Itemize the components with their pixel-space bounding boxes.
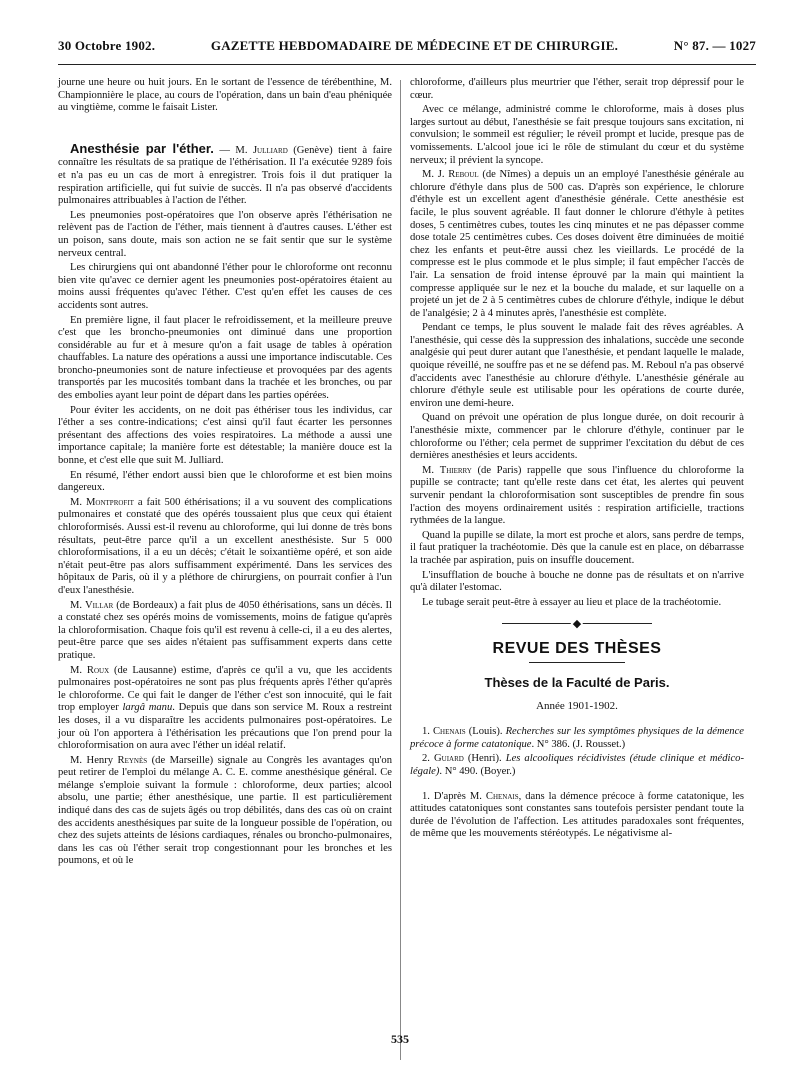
paragraph: chloroforme, d'ailleurs plus meurtrier que l'éther, serait trop dépressif pour le cœur. — [410, 77, 744, 101]
author-name: Reboul — [448, 169, 479, 181]
paragraph: M. Thierry (de Paris) rappelle que sous l'influence du chloroforme la pupille se contracte; tant qu'elle reste dans cet état, les alertes qui peuvent survenir pendant la chloroformisation sont susceptibles de prendre fin sous l'action des moyens ordinairement usités : respiration artificielle, tractions rythmées de la langue. — [410, 464, 745, 527]
paragraph: En résumé, l'éther endort aussi bien que le chloroforme et est bien moins dangereux. — [58, 469, 392, 494]
header-issue-page: N° 87. — 1027 — [673, 38, 756, 53]
paragraph: Quand la pupille se dilate, la mort est proche et alors, sans perdre de temps, il faut pratiquer la trachéotomie. Dès que la canule est en place, on débarrasse la trachée par aspiration, puis on insuffle doucement. — [410, 529, 744, 566]
author-name: Chenais — [432, 726, 466, 738]
paragraph: M. Roux (de Lausanne) estime, d'après ce qu'il a vu, que les accidents pulmonaires post-opératoires ne sont pas plus fréquents après l'éther qu'après le chloroforme. Ce qui fait le danger de l'éther c'est son innocuité, qui le fait trop employer largâ manu. Depuis que dans son service M. Roux a restreint les doses, il a vu disparaître les accidents pulmonaires post-opératoires. Le jour où l'on apportera à l'éthérisation les précautions que l'on prend pour la chloroformisation on aura avec l'éther un idéal relatif. — [58, 664, 392, 752]
paragraph: L'insufflation de bouche à bouche ne donne pas de résultats et on n'arrive qu'à dilater l'estomac. — [410, 569, 744, 594]
header-date: 30 Octobre 1902. — [58, 38, 156, 53]
paragraph: M. Montprofit a fait 500 éthérisations; il a vu souvent des complications pulmonaires et constaté que des opérés toussaient plus que ceux qui étaient chloroformisés. Aussi est-il revenu au chloroforme, qui lui donne de très bons résultats, peut-être parce qu'il a un excellent anesthésiste. Sur 5 000 chloroformisations, il a eu un décès; c'était le soixantième opéré, et son aide n'était peut-être pas alors suffisamment expérimenté. Dans les services des hôpitaux de Paris, où il y a pléthore de chirurgiens, on pourrait confier à l'un d'eux l'anesthésie. — [58, 496, 393, 596]
paragraph: Quand on prévoit une opération de plus longue durée, on doit recourir à l'anesthésie mixte, commencer par le chlorure d'éthyle, continuer par le chloroforme ou l'éther; cela permet de supprimer l'excitation du début de ces dernières anesthésies et leurs accidents. — [410, 412, 744, 462]
paragraph: 1. D'après M. Chenais, dans la démence précoce à forme catatonique, les attitudes catatoniques sont constantes sans toutefois persister pendant toute la durée de l'évolution de l'affection. Les attitudes paradoxales sont fréquentes, de même que les mouvements stéréotypés. Le négativisme al- — [410, 790, 744, 840]
latin-phrase: largâ manu — [122, 702, 173, 714]
thesis-title: Recherches sur les symptômes physiques de la démence précoce à forme catatonique — [410, 726, 744, 750]
header-journal-title: GAZETTE HEBDOMADAIRE DE MÉDECINE ET DE CHIRURGIE. — [210, 38, 619, 53]
paragraph: Pour éviter les accidents, on ne doit pas éthériser tous les individus, car l'éther a ses contre-indications; c'est ainsi qu'il faut écarter les personnes présentant des affections des voies respiratoires. La méthode a aussi une importance capitale; la manière forte est détestable; la manière douce est la bonne, et c'est elle que suit M. Julliard. — [58, 404, 392, 467]
section-title: Anesthésie par l'éther. — [70, 140, 214, 156]
paragraph: Les chirurgiens qui ont abandonné l'éther pour le chloroforme ont reconnu bien vite qu'avec ce dernier agent les pneumonies post-opératoires étaient au moins aussi fréquentes qu'avec l'éther. C'est qu'en effet les causes de ces accidents sont autres. — [58, 262, 392, 311]
theses-title: Thèses de la Faculté de Paris. — [484, 674, 670, 690]
author-name: Villar — [85, 599, 114, 611]
author-name: Chenais — [485, 790, 519, 802]
author-name: Julliard — [252, 144, 288, 156]
revue-rule — [529, 662, 625, 663]
paragraph: En première ligne, il faut placer le refroidissement, et la meilleure preuve c'est que les broncho-pneumonies ont diminué dans une proportion considérable au fur et à mesure qu'on a fait usage de tables à opération chauffables. La nature des opérations a aussi une importance indiscutable. Ces broncho-pneumonies sont de nature infectieuse et provoquées par des agents transportés par les mucosités tombant dans la trachée et les bronches, ou par des embolies ayant leur point de départ dans les parties opérées. — [58, 314, 392, 402]
paragraph: M. Villar (de Bordeaux) a fait plus de 4050 éthérisations, sans un décès. Il a constaté chez ses opérés moins de vomissements, moins de fatigue qu'après la chloroformisation. Chaque fois qu'il est revenu à celle-ci, il a eu des alertes, peut-être parce que ses aides n'étaient pas suffisamment experts dans cette pratique. — [58, 599, 392, 661]
left-column — [58, 77, 392, 870]
thesis-title: Les alcooliques récidivistes (étude clinique et médico-légale) — [410, 753, 744, 777]
paragraph: journe une heure ou huit jours. En le sortant de l'essence de térébenthine, M. Championnière le place, au cours de l'opération, dans un bain d'eau phéniquée au vingtième, comme le faisait Lister. — [58, 77, 392, 114]
paragraph: Le tubage serait peut-être à essayer au lieu et place de la trachéotomie. — [422, 596, 722, 608]
paragraph: M. J. Reboul (de Nîmes) a depuis un an employé l'anesthésie générale au chlorure d'éthyle dans plus de 500 cas. D'après son expérience, le chlorure d'éthyle est un excellent agent d'anesthésie générale. Cette anesthésie est facile, le plus souvent agréable. Il faut donner le chlorure d'éthyle à petites doses, 5 centimètres cubes, toutes les cinq minutes et ne pas dépasser comme dose totale 25 centimètres cubes. Ces doses doivent être diminuées de moitié chez les enfants et peut-être aussi chez les vieillards. Le procédé de la compresse est le plus commode et le plus simple; il faut empêcher l'accès de l'air. La sensation de froid intense éprouvé par la main qui maintient la compresse appliquée sur le nez et la bouche du malade, et sur laquelle on a projeté un jet de 2 à 5 centimètres cubes de chlorure d'éthyle, indique le début de l'analgésie; 2 à 4 minutes après, l'anesthésie est complète. — [410, 169, 744, 319]
thesis-entry: 1. Chenais (Louis). Recherches sur les symptômes physiques de la démence précoce à forme catatonique. N° 386. (J. Rousset.) — [410, 726, 744, 750]
section-separator — [410, 615, 744, 633]
right-column — [410, 77, 744, 843]
section-paragraph: Anesthésie par l'éther. — M. Julliard (Genève) tient à faire connaître les résultats de sa pratique de l'éthérisation. Il l'a exécutée 9289 fois et n'a pas eu un cas de mort à enregistrer. Trois fois il dut pratiquer la respiration artificielle, qui fut suivie de succès. Il n'a pas observé d'accidents pulmonaires attribuables à l'action de l'éther. — [58, 140, 393, 207]
paragraph: M. Henry Reynès (de Marseille) signale au Congrès les avantages qu'on peut retirer de l'emploi du mélange A. C. E. comme anesthésique général. Ce mélange s'emploie suivant la formule : chloroforme, deux parties; alcool absolu, une partie; éther anesthésique, une partie. Il est particulièrement indiqué dans des cas de sujets âgés ou trop débilités, dans des cas où on craint des accidents anesthésiques par suite de la longueur possible de l'opération, ou chez des sujets atteints de lésions cardiaques, rénales ou broncho-pulmonaires, dans les cas où l'éther serait trop congestionnant pour les bronches et les poumons, et où le — [58, 754, 392, 867]
diamond-ornament-icon: ◆ — [572, 618, 582, 631]
paragraph: Les pneumonies post-opératoires que l'on observe après l'éthérisation ne relèvent pas de l'action de l'éther, mais tiennent à d'autres causes. L'éther est un poison, sans doute, mais son action ne se fait sentir que sur le système nerveux central. — [58, 209, 392, 259]
column-divider — [400, 80, 401, 1060]
author-name: Guiard — [433, 753, 464, 765]
author-name: Reynès — [117, 754, 148, 766]
paragraph: Pendant ce temps, le plus souvent le malade fait des rêves agréables. A l'anesthésie, qui cesse dès la suppression des inhalations, succède une seconde analgésie qui peut durer autant que l'anesthésie, et pendant laquelle le malade, quoique réveillé, ne souffre pas et ne se défend pas. M. Reboul n'a pas observé d'accidents avec l'anesthésie au chlorure d'éthyle. L'anesthésie générale au chlorure d'éthyle seule est utilisable pour les opérations de courte durée, environ une demi-heure. — [410, 322, 744, 409]
revue-title: REVUE DES THÈSES — [492, 640, 662, 658]
header-rule — [58, 64, 756, 65]
page-number: 535 — [391, 1032, 409, 1046]
running-header — [58, 38, 756, 54]
academic-year: Année 1901-1902. — [536, 699, 618, 712]
thesis-entry: 2. Guiard (Henri). Les alcooliques récidivistes (étude clinique et médico-légale). N° 490. (Boyer.) — [410, 753, 744, 777]
author-name: Montprofit — [86, 496, 134, 508]
author-name: Thierry — [439, 464, 472, 476]
paragraph: Avec ce mélange, administré comme le chloroforme, mais à doses plus larges surtout au début, l'anesthésie se fait presque toujours sans excitation, ni convulsion; le sommeil est régulier; le réveil prompt et lucide, presque pas de vomissements. L'alcool joue ici le rôle de stimulant du cœur et du système nerveux; il prévient la syncope. — [410, 104, 744, 166]
author-name: Roux — [86, 664, 110, 676]
